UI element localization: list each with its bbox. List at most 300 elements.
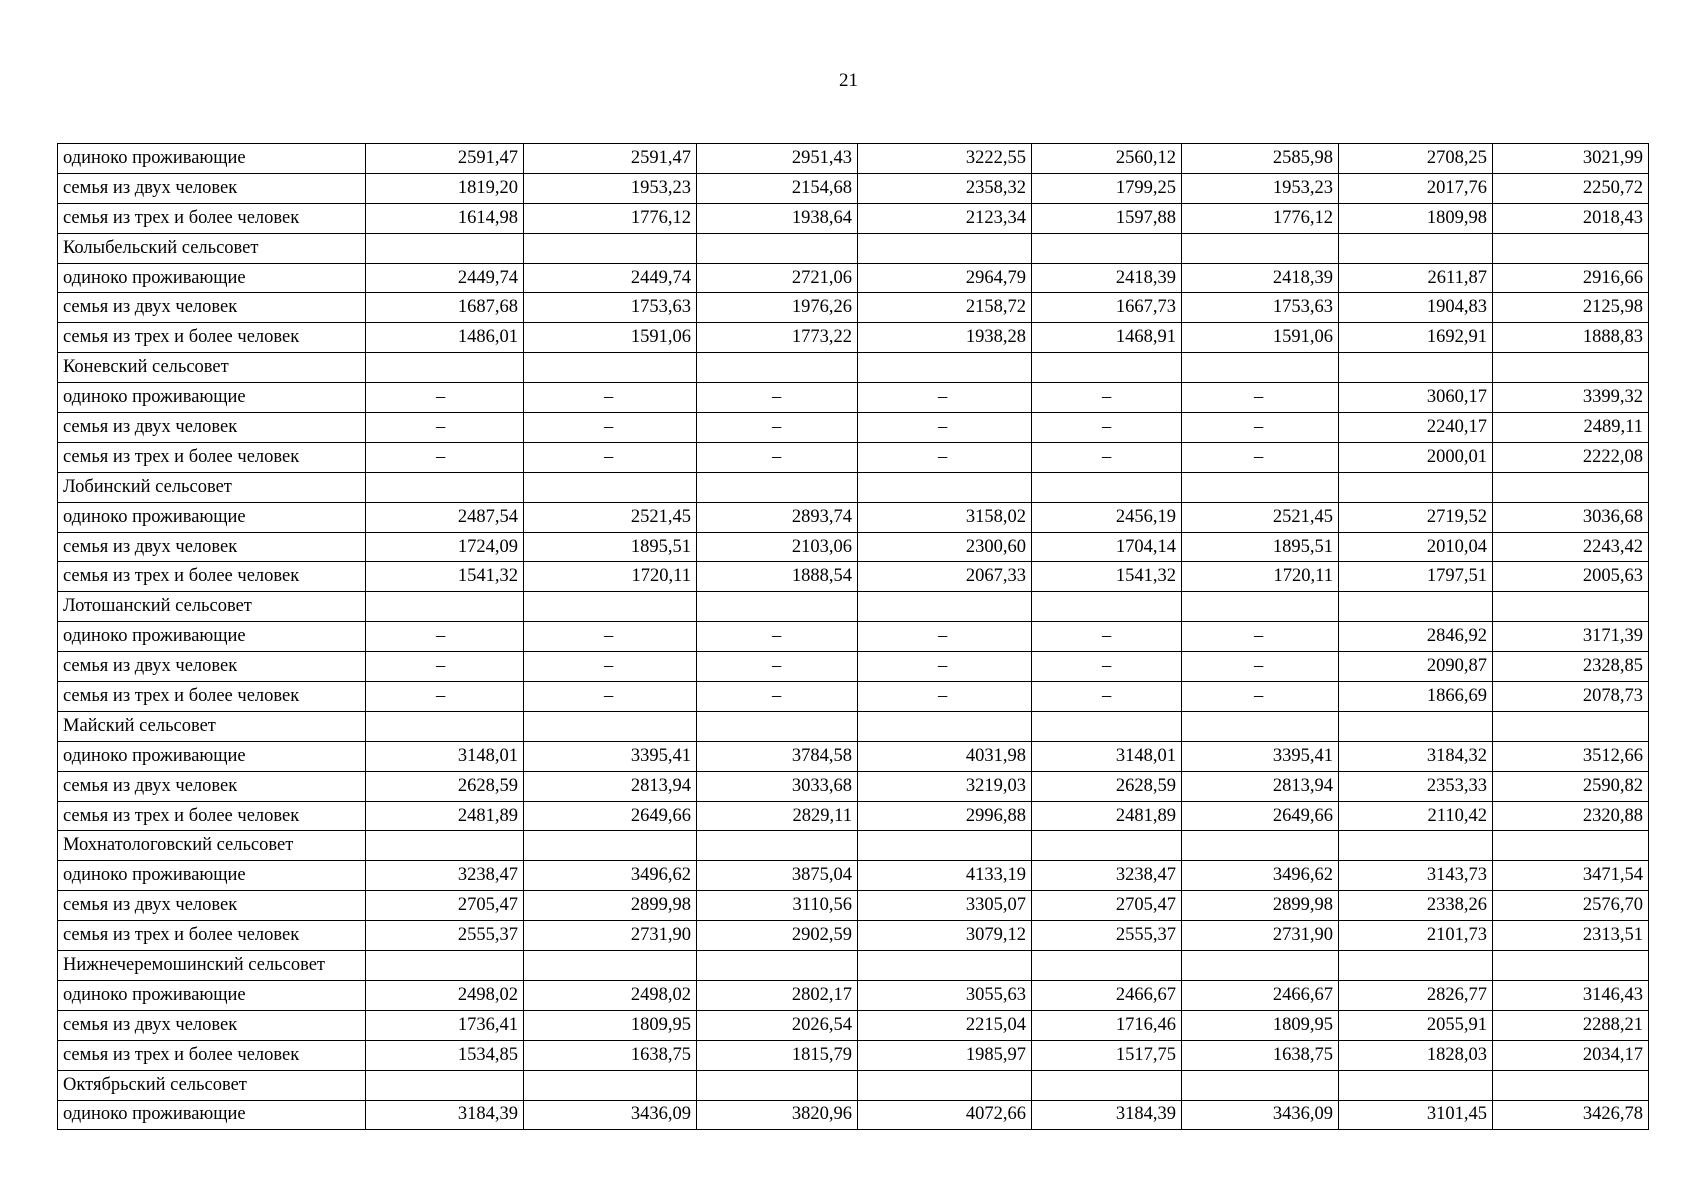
value-cell: – xyxy=(1182,682,1339,712)
empty-cell xyxy=(697,951,858,981)
value-cell: 2731,90 xyxy=(1182,921,1339,951)
value-cell: 1953,23 xyxy=(1182,173,1339,203)
empty-cell xyxy=(1493,831,1649,861)
value-cell: – xyxy=(524,413,697,443)
value-cell: 3875,04 xyxy=(697,861,858,891)
value-cell: – xyxy=(1032,622,1182,652)
value-cell: 2018,43 xyxy=(1493,203,1649,233)
table-row xyxy=(58,442,1649,472)
value-cell: 2005,63 xyxy=(1493,562,1649,592)
table-row xyxy=(58,532,1649,562)
value-cell: 2611,87 xyxy=(1339,263,1493,293)
value-cell: 2846,92 xyxy=(1339,622,1493,652)
value-cell: 1888,83 xyxy=(1493,323,1649,353)
value-cell: – xyxy=(697,652,858,682)
value-cell: – xyxy=(366,652,524,682)
value-cell: 2705,47 xyxy=(366,891,524,921)
value-cell: – xyxy=(1032,442,1182,472)
value-cell: 2067,33 xyxy=(858,562,1032,592)
row-label-cell: одиноко проживающие xyxy=(58,622,366,652)
value-cell: 2498,02 xyxy=(524,980,697,1010)
value-cell: 3238,47 xyxy=(1032,861,1182,891)
empty-cell xyxy=(1182,1070,1339,1100)
value-cell: – xyxy=(366,383,524,413)
section-title-cell: Лобинский сельсовет xyxy=(58,472,366,502)
table-row xyxy=(58,771,1649,801)
empty-cell xyxy=(1032,353,1182,383)
section-row xyxy=(58,233,1649,263)
value-cell: 1985,97 xyxy=(858,1040,1032,1070)
value-cell: – xyxy=(697,442,858,472)
value-cell: 1468,91 xyxy=(1032,323,1182,353)
empty-cell xyxy=(858,233,1032,263)
value-cell: 2893,74 xyxy=(697,502,858,532)
empty-cell xyxy=(697,353,858,383)
value-cell: 2487,54 xyxy=(366,502,524,532)
empty-cell xyxy=(524,472,697,502)
value-cell: 2123,34 xyxy=(858,203,1032,233)
value-cell: 2466,67 xyxy=(1032,980,1182,1010)
value-cell: 2916,66 xyxy=(1493,263,1649,293)
section-title-cell: Колыбельский сельсовет xyxy=(58,233,366,263)
value-cell: 2000,01 xyxy=(1339,442,1493,472)
empty-cell xyxy=(858,472,1032,502)
value-cell: 3784,58 xyxy=(697,741,858,771)
section-row xyxy=(58,831,1649,861)
row-label-cell: одиноко проживающие xyxy=(58,861,366,891)
value-cell: – xyxy=(858,622,1032,652)
section-title-cell: Нижнечеремошинский сельсовет xyxy=(58,951,366,981)
table-row xyxy=(58,921,1649,951)
row-label-cell: семья из двух человек xyxy=(58,532,366,562)
empty-cell xyxy=(524,1070,697,1100)
table-row xyxy=(58,144,1649,174)
value-cell: 1895,51 xyxy=(1182,532,1339,562)
value-cell: 2090,87 xyxy=(1339,652,1493,682)
value-cell: 2010,04 xyxy=(1339,532,1493,562)
value-cell: 1687,68 xyxy=(366,293,524,323)
value-cell: 2902,59 xyxy=(697,921,858,951)
value-cell: 2829,11 xyxy=(697,801,858,831)
value-cell: – xyxy=(697,413,858,443)
value-cell: 1773,22 xyxy=(697,323,858,353)
value-cell: – xyxy=(366,682,524,712)
row-label-cell: одиноко проживающие xyxy=(58,144,366,174)
value-cell: – xyxy=(697,622,858,652)
empty-cell xyxy=(1493,353,1649,383)
value-cell: 2158,72 xyxy=(858,293,1032,323)
table-row xyxy=(58,1040,1649,1070)
value-cell: 3820,96 xyxy=(697,1100,858,1130)
value-cell: 2034,17 xyxy=(1493,1040,1649,1070)
value-cell: 2802,17 xyxy=(697,980,858,1010)
value-cell: 2649,66 xyxy=(1182,801,1339,831)
value-cell: 2560,12 xyxy=(1032,144,1182,174)
value-cell: 1704,14 xyxy=(1032,532,1182,562)
value-cell: – xyxy=(858,442,1032,472)
value-cell: 2358,32 xyxy=(858,173,1032,203)
value-cell: 3399,32 xyxy=(1493,383,1649,413)
value-cell: 2418,39 xyxy=(1032,263,1182,293)
value-cell: 3512,66 xyxy=(1493,741,1649,771)
empty-cell xyxy=(524,711,697,741)
value-cell: 2591,47 xyxy=(366,144,524,174)
empty-cell xyxy=(1032,1070,1182,1100)
section-title-cell: Октябрьский сельсовет xyxy=(58,1070,366,1100)
empty-cell xyxy=(1032,233,1182,263)
row-label-cell: семья из двух человек xyxy=(58,891,366,921)
empty-cell xyxy=(366,951,524,981)
value-cell: 3021,99 xyxy=(1493,144,1649,174)
value-cell: 4133,19 xyxy=(858,861,1032,891)
value-cell: 4031,98 xyxy=(858,741,1032,771)
row-label-cell: одиноко проживающие xyxy=(58,980,366,1010)
value-cell: 2418,39 xyxy=(1182,263,1339,293)
value-cell: 2555,37 xyxy=(366,921,524,951)
value-cell: 2996,88 xyxy=(858,801,1032,831)
value-cell: 2951,43 xyxy=(697,144,858,174)
section-row xyxy=(58,1070,1649,1100)
table-row xyxy=(58,682,1649,712)
value-cell: 2288,21 xyxy=(1493,1010,1649,1040)
table-row xyxy=(58,741,1649,771)
table-row xyxy=(58,1100,1649,1130)
empty-cell xyxy=(858,831,1032,861)
value-cell: 2628,59 xyxy=(366,771,524,801)
value-cell: 2628,59 xyxy=(1032,771,1182,801)
value-cell: 1895,51 xyxy=(524,532,697,562)
value-cell: – xyxy=(858,652,1032,682)
value-cell: 2154,68 xyxy=(697,173,858,203)
value-cell: 2813,94 xyxy=(1182,771,1339,801)
empty-cell xyxy=(366,233,524,263)
row-label-cell: семья из двух человек xyxy=(58,413,366,443)
value-cell: 2449,74 xyxy=(366,263,524,293)
empty-cell xyxy=(1032,592,1182,622)
section-row xyxy=(58,592,1649,622)
value-cell: 3060,17 xyxy=(1339,383,1493,413)
value-cell: 3110,56 xyxy=(697,891,858,921)
table-row xyxy=(58,891,1649,921)
value-cell: 2590,82 xyxy=(1493,771,1649,801)
row-label-cell: одиноко проживающие xyxy=(58,741,366,771)
value-cell: 1541,32 xyxy=(1032,562,1182,592)
row-label-cell: семья из трех и более человек xyxy=(58,562,366,592)
empty-cell xyxy=(1339,472,1493,502)
table-row xyxy=(58,383,1649,413)
value-cell: – xyxy=(524,682,697,712)
table-row xyxy=(58,293,1649,323)
row-label-cell: семья из двух человек xyxy=(58,652,366,682)
value-cell: 2449,74 xyxy=(524,263,697,293)
row-label-cell: семья из трех и более человек xyxy=(58,921,366,951)
value-cell: 2521,45 xyxy=(1182,502,1339,532)
value-cell: 2719,52 xyxy=(1339,502,1493,532)
row-label-cell: одиноко проживающие xyxy=(58,383,366,413)
section-title-cell: Коневский сельсовет xyxy=(58,353,366,383)
value-cell: 2521,45 xyxy=(524,502,697,532)
value-cell: 3184,39 xyxy=(366,1100,524,1130)
value-cell: – xyxy=(524,622,697,652)
value-cell: 1938,28 xyxy=(858,323,1032,353)
value-cell: 3436,09 xyxy=(524,1100,697,1130)
empty-cell xyxy=(1493,233,1649,263)
value-cell: 1904,83 xyxy=(1339,293,1493,323)
empty-cell xyxy=(1032,831,1182,861)
value-cell: 2731,90 xyxy=(524,921,697,951)
row-label-cell: семья из трех и более человек xyxy=(58,801,366,831)
value-cell: 1797,51 xyxy=(1339,562,1493,592)
value-cell: – xyxy=(524,442,697,472)
empty-cell xyxy=(1339,1070,1493,1100)
empty-cell xyxy=(1493,1070,1649,1100)
value-cell: 3219,03 xyxy=(858,771,1032,801)
value-cell: – xyxy=(1032,413,1182,443)
empty-cell xyxy=(1182,711,1339,741)
empty-cell xyxy=(524,233,697,263)
table-row xyxy=(58,562,1649,592)
empty-cell xyxy=(524,831,697,861)
value-cell: 2338,26 xyxy=(1339,891,1493,921)
row-label-cell: семья из трех и более человек xyxy=(58,442,366,472)
value-cell: 2964,79 xyxy=(858,263,1032,293)
row-label-cell: одиноко проживающие xyxy=(58,502,366,532)
row-label-cell: семья из двух человек xyxy=(58,771,366,801)
value-cell: 3436,09 xyxy=(1182,1100,1339,1130)
value-cell: – xyxy=(1182,652,1339,682)
section-row xyxy=(58,353,1649,383)
value-cell: 1953,23 xyxy=(524,173,697,203)
value-cell: 1815,79 xyxy=(697,1040,858,1070)
empty-cell xyxy=(697,1070,858,1100)
value-cell: 3184,39 xyxy=(1032,1100,1182,1130)
empty-cell xyxy=(1182,831,1339,861)
empty-cell xyxy=(1339,831,1493,861)
value-cell: 3079,12 xyxy=(858,921,1032,951)
value-cell: 2055,91 xyxy=(1339,1010,1493,1040)
empty-cell xyxy=(1182,233,1339,263)
value-cell: – xyxy=(366,413,524,443)
value-cell: 3496,62 xyxy=(1182,861,1339,891)
value-cell: 1597,88 xyxy=(1032,203,1182,233)
value-cell: – xyxy=(1032,682,1182,712)
value-cell: 3158,02 xyxy=(858,502,1032,532)
empty-cell xyxy=(1339,592,1493,622)
value-cell: 1541,32 xyxy=(366,562,524,592)
value-cell: 2222,08 xyxy=(1493,442,1649,472)
table-row xyxy=(58,1010,1649,1040)
empty-cell xyxy=(524,353,697,383)
value-cell: 1534,85 xyxy=(366,1040,524,1070)
value-cell: – xyxy=(1182,622,1339,652)
value-cell: 3395,41 xyxy=(524,741,697,771)
value-cell: – xyxy=(858,413,1032,443)
value-cell: 2481,89 xyxy=(1032,801,1182,831)
value-cell: 1638,75 xyxy=(1182,1040,1339,1070)
value-cell: 1716,46 xyxy=(1032,1010,1182,1040)
row-label-cell: семья из трех и более человек xyxy=(58,1040,366,1070)
table-row xyxy=(58,263,1649,293)
empty-cell xyxy=(1339,233,1493,263)
value-cell: 3184,32 xyxy=(1339,741,1493,771)
page-number: 21 xyxy=(839,70,858,91)
value-cell: 1828,03 xyxy=(1339,1040,1493,1070)
table-row xyxy=(58,980,1649,1010)
section-row xyxy=(58,951,1649,981)
empty-cell xyxy=(366,831,524,861)
empty-cell xyxy=(1032,472,1182,502)
empty-cell xyxy=(1182,353,1339,383)
value-cell: – xyxy=(1182,383,1339,413)
section-row xyxy=(58,711,1649,741)
value-cell: 2826,77 xyxy=(1339,980,1493,1010)
row-label-cell: семья из двух человек xyxy=(58,1010,366,1040)
empty-cell xyxy=(697,472,858,502)
value-cell: – xyxy=(1182,442,1339,472)
empty-cell xyxy=(366,1070,524,1100)
value-cell: – xyxy=(858,383,1032,413)
empty-cell xyxy=(1493,592,1649,622)
row-label-cell: семья из двух человек xyxy=(58,293,366,323)
value-cell: 1517,75 xyxy=(1032,1040,1182,1070)
value-cell: 2320,88 xyxy=(1493,801,1649,831)
value-cell: 2649,66 xyxy=(524,801,697,831)
value-cell: – xyxy=(697,383,858,413)
value-cell: 3033,68 xyxy=(697,771,858,801)
value-cell: – xyxy=(1182,413,1339,443)
value-cell: – xyxy=(524,383,697,413)
table-row xyxy=(58,413,1649,443)
value-cell: 1692,91 xyxy=(1339,323,1493,353)
row-label-cell: одиноко проживающие xyxy=(58,1100,366,1130)
row-label-cell: одиноко проживающие xyxy=(58,263,366,293)
empty-cell xyxy=(1032,711,1182,741)
empty-cell xyxy=(858,353,1032,383)
value-cell: 3471,54 xyxy=(1493,861,1649,891)
value-cell: 3222,55 xyxy=(858,144,1032,174)
value-cell: 1720,11 xyxy=(524,562,697,592)
value-cell: 2899,98 xyxy=(1182,891,1339,921)
empty-cell xyxy=(366,592,524,622)
value-cell: 3148,01 xyxy=(366,741,524,771)
value-cell: 3395,41 xyxy=(1182,741,1339,771)
value-cell: 3426,78 xyxy=(1493,1100,1649,1130)
value-cell: 2243,42 xyxy=(1493,532,1649,562)
value-cell: 2017,76 xyxy=(1339,173,1493,203)
section-row xyxy=(58,472,1649,502)
row-label-cell: семья из трех и более человек xyxy=(58,682,366,712)
value-cell: 3305,07 xyxy=(858,891,1032,921)
empty-cell xyxy=(1182,472,1339,502)
empty-cell xyxy=(858,1070,1032,1100)
empty-cell xyxy=(697,831,858,861)
empty-cell xyxy=(1339,951,1493,981)
table-row xyxy=(58,173,1649,203)
empty-cell xyxy=(524,592,697,622)
value-cell: 1638,75 xyxy=(524,1040,697,1070)
value-cell: 2103,06 xyxy=(697,532,858,562)
value-cell: 1753,63 xyxy=(524,293,697,323)
value-cell: 3238,47 xyxy=(366,861,524,891)
value-cell: 1976,26 xyxy=(697,293,858,323)
value-cell: 2328,85 xyxy=(1493,652,1649,682)
empty-cell xyxy=(1032,951,1182,981)
empty-cell xyxy=(858,951,1032,981)
value-cell: 1736,41 xyxy=(366,1010,524,1040)
value-cell: 3055,63 xyxy=(858,980,1032,1010)
value-cell: 1809,98 xyxy=(1339,203,1493,233)
value-cell: 1888,54 xyxy=(697,562,858,592)
value-cell: – xyxy=(366,442,524,472)
value-cell: 2498,02 xyxy=(366,980,524,1010)
value-cell: 1809,95 xyxy=(524,1010,697,1040)
row-label-cell: семья из трех и более человек xyxy=(58,203,366,233)
value-cell: 3496,62 xyxy=(524,861,697,891)
value-cell: 3036,68 xyxy=(1493,502,1649,532)
value-cell: 2813,94 xyxy=(524,771,697,801)
empty-cell xyxy=(697,233,858,263)
value-cell: 2899,98 xyxy=(524,891,697,921)
value-cell: 2078,73 xyxy=(1493,682,1649,712)
row-label-cell: семья из двух человек xyxy=(58,173,366,203)
empty-cell xyxy=(366,353,524,383)
empty-cell xyxy=(1339,711,1493,741)
table-body xyxy=(58,144,1649,1130)
section-title-cell: Мохнатологовский сельсовет xyxy=(58,831,366,861)
value-cell: – xyxy=(524,652,697,682)
empty-cell xyxy=(697,592,858,622)
subsistence-table xyxy=(57,143,1649,1130)
value-cell: 2125,98 xyxy=(1493,293,1649,323)
value-cell: 2353,33 xyxy=(1339,771,1493,801)
empty-cell xyxy=(1182,592,1339,622)
value-cell: 3143,73 xyxy=(1339,861,1493,891)
table-row xyxy=(58,801,1649,831)
value-cell: 3101,45 xyxy=(1339,1100,1493,1130)
empty-cell xyxy=(858,711,1032,741)
table-row xyxy=(58,622,1649,652)
value-cell: 3171,39 xyxy=(1493,622,1649,652)
value-cell: 1776,12 xyxy=(1182,203,1339,233)
value-cell: 1938,64 xyxy=(697,203,858,233)
value-cell: 1486,01 xyxy=(366,323,524,353)
table-row xyxy=(58,861,1649,891)
section-title-cell: Лотошанский сельсовет xyxy=(58,592,366,622)
value-cell: 3148,01 xyxy=(1032,741,1182,771)
value-cell: 2585,98 xyxy=(1182,144,1339,174)
value-cell: 2466,67 xyxy=(1182,980,1339,1010)
empty-cell xyxy=(1182,951,1339,981)
value-cell: 1724,09 xyxy=(366,532,524,562)
section-title-cell: Майский сельсовет xyxy=(58,711,366,741)
empty-cell xyxy=(858,592,1032,622)
value-cell: 1591,06 xyxy=(1182,323,1339,353)
value-cell: 2110,42 xyxy=(1339,801,1493,831)
empty-cell xyxy=(366,472,524,502)
value-cell: 2026,54 xyxy=(697,1010,858,1040)
value-cell: 1776,12 xyxy=(524,203,697,233)
value-cell: 2481,89 xyxy=(366,801,524,831)
value-cell: 1720,11 xyxy=(1182,562,1339,592)
row-label-cell: семья из трех и более человек xyxy=(58,323,366,353)
value-cell: 1819,20 xyxy=(366,173,524,203)
value-cell: 2250,72 xyxy=(1493,173,1649,203)
value-cell: 1667,73 xyxy=(1032,293,1182,323)
table-row xyxy=(58,502,1649,532)
value-cell: 2708,25 xyxy=(1339,144,1493,174)
table-row xyxy=(58,323,1649,353)
value-cell: 3146,43 xyxy=(1493,980,1649,1010)
